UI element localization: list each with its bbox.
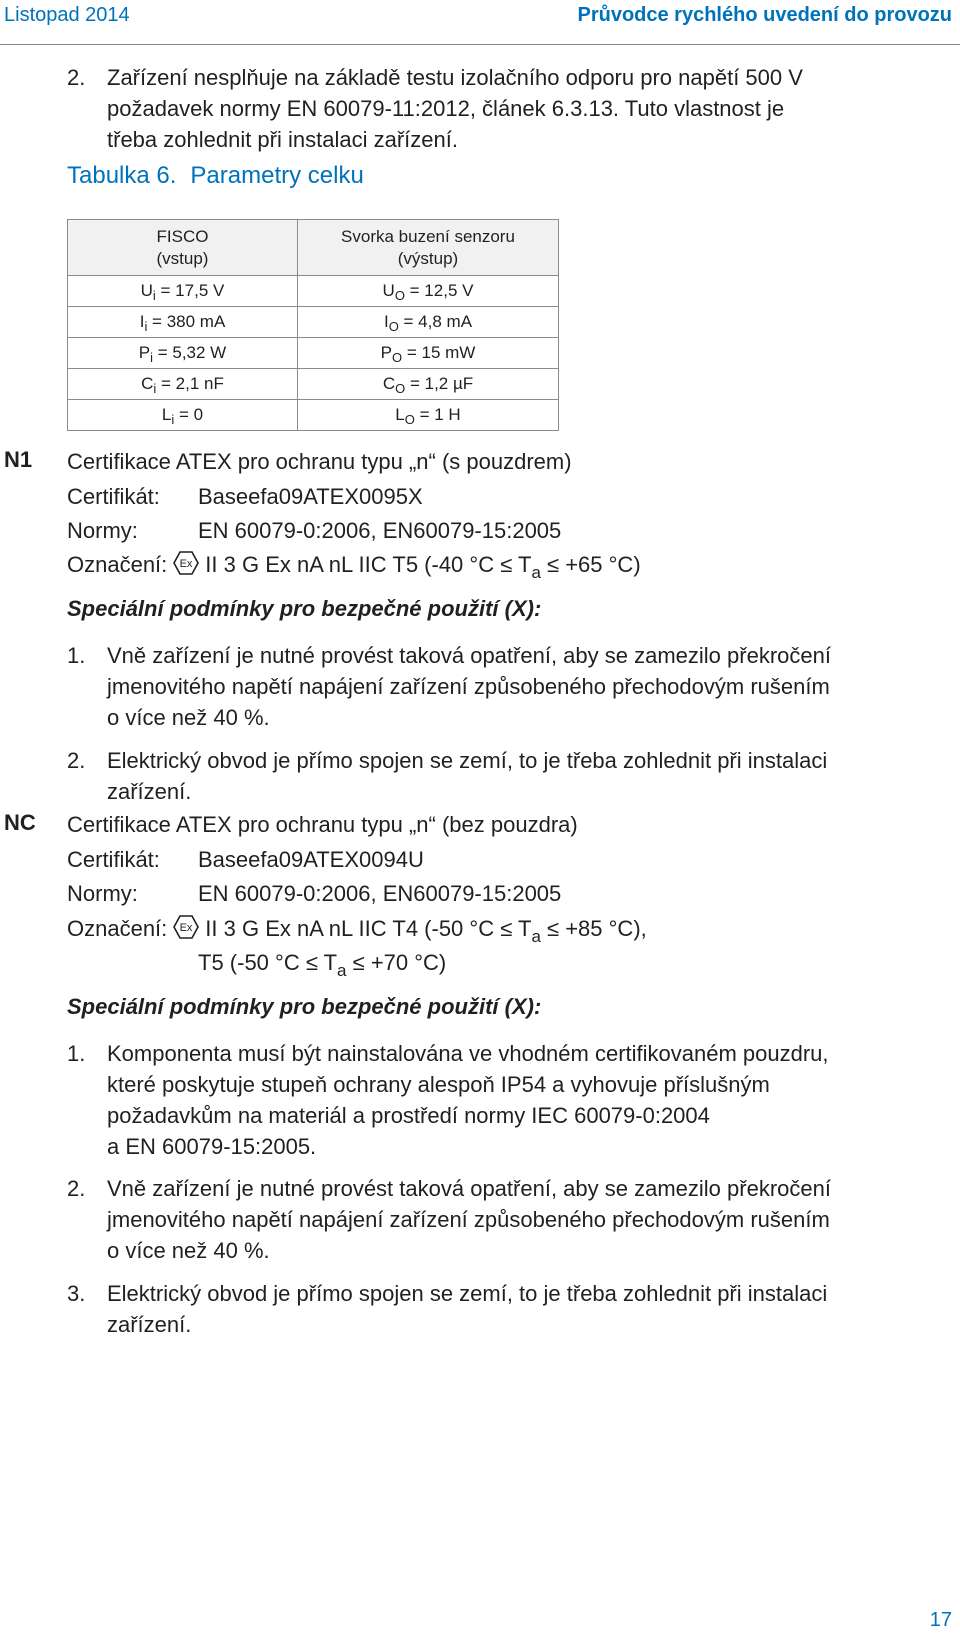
n1-special-heading: Speciální podmínky pro bezpečné použití (X): [67, 596, 542, 621]
n1-item-1-line-2: jmenovitého napětí napájení zařízení způsobeného přechodovým rušením [107, 674, 830, 699]
nc-item-3: 3. Elektrický obvod je přímo spojen se zemí, to je třeba zohlednit při instalaci [67, 1281, 828, 1306]
header-title: Průvodce rychlého uvedení do provozu [577, 4, 952, 26]
svg-text:Ex: Ex [179, 558, 193, 570]
n1-item-2: 2. Elektrický obvod je přímo spojen se zemí, to je třeba zohlednit při instalaci [67, 748, 828, 773]
nc-item-2-line-3: o více než 40 %. [107, 1238, 270, 1263]
nc-item-1-line-3: požadavkům na materiál a prostředí normy IEC 60079-0:2004 [107, 1103, 710, 1128]
table-header-sensor: Svorka buzení senzoru (výstup) [298, 220, 559, 276]
n1-item-1: 1. Vně zařízení je nutné provést taková opatření, aby se zamezilo překročení [67, 643, 831, 668]
table-row: $C_i = 2,1$ nF $C_O = 1,2$ µF [68, 369, 559, 400]
table-title: Tabulka 6. Parametry celku [67, 162, 364, 189]
n1-marking: Označení: Ex II 3 G Ex nA nL IIC T5 (-40 $^\circ C \le T_a \le +65$ °C) [67, 552, 641, 582]
nc-special-heading: Speciální podmínky pro bezpečné použití (X): [67, 994, 542, 1019]
n1-item-1-line-3: o více než 40 %. [107, 705, 270, 730]
section-code-nc: NC [4, 810, 36, 835]
note-line-2: požadavek normy EN 60079-11:2012, článek 6.3.13. Tuto vlastnost je [107, 96, 785, 121]
nc-item-2-line-2: jmenovitého napětí napájení zařízení způsobeného přechodovým rušením [107, 1207, 830, 1232]
note-line-1: 2. Zařízení nesplňuje na základě testu izolačního odporu pro napětí 500 V [67, 65, 803, 90]
header-date: Listopad 2014 [4, 4, 130, 26]
n1-heading: Certifikace ATEX pro ochranu typu „n“ (s pouzdrem) [67, 449, 572, 474]
svg-text:Ex: Ex [179, 922, 193, 934]
header-rule [0, 44, 960, 45]
nc-norms: Normy: EN 60079-0:2006, EN60079-15:2005 [67, 881, 562, 906]
section-code-n1: N1 [4, 447, 33, 472]
nc-item-3-line-2: zařízení. [107, 1312, 192, 1337]
ex-hexagon-icon [173, 551, 199, 583]
n1-item-2-line-2: zařízení. [107, 779, 192, 804]
nc-item-1: 1. Komponenta musí být nainstalována ve vhodném certifikovaném pouzdru, [67, 1041, 829, 1066]
ex-hexagon-icon [173, 915, 199, 947]
nc-item-2: 2. Vně zařízení je nutné provést taková opatření, aby se zamezilo překročení [67, 1176, 831, 1201]
table-header-fisco: FISCO (vstup) [68, 220, 298, 276]
nc-item-1-line-2: které poskytuje stupeň ochrany alespoň IP54 a vyhovuje příslušným [107, 1072, 770, 1097]
nc-marking-line-2: T5 (-50 $^\circ C \le T_a \le +70$ °C) [198, 950, 447, 980]
nc-certificate: Certifikát: Baseefa09ATEX0094U [67, 847, 424, 872]
parameters-table [67, 219, 559, 431]
page-number: 17 [929, 1609, 952, 1631]
n1-certificate: Certifikát: Baseefa09ATEX0095X [67, 484, 423, 509]
n1-norms: Normy: EN 60079-0:2006, EN60079-15:2005 [67, 518, 562, 543]
nc-heading: Certifikace ATEX pro ochranu typu „n“ (bez pouzdra) [67, 812, 578, 837]
nc-item-1-line-4: a EN 60079-15:2005. [107, 1134, 317, 1159]
nc-marking: Označení: Ex II 3 G Ex nA nL IIC T4 (-50 $^\circ C \le T_a \le +85$ °C), [67, 916, 647, 946]
table-row: $I_i = 380$ mA $I_O = 4,8$ mA [68, 307, 559, 338]
table-row: $P_i = 5,32$ W $P_O = 15$ mW [68, 338, 559, 369]
note-line-3: třeba zohlednit při instalaci zařízení. [107, 127, 458, 152]
table-row: $L_i = 0$ $L_O = 1$ H [68, 400, 559, 431]
table-row: $U_i = 17,5$ V $U_O = 12,5$ V [68, 276, 559, 307]
